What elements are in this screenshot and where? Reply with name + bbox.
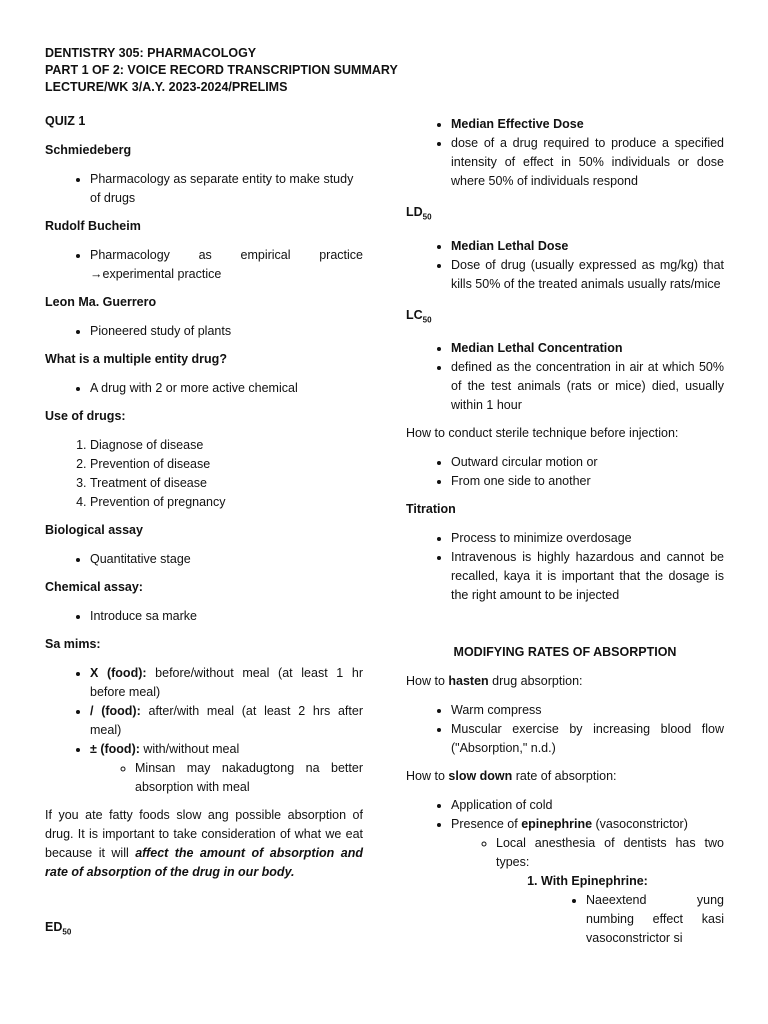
titration-heading: Titration xyxy=(406,502,456,516)
titration-list xyxy=(406,529,724,605)
chemical-assay-list xyxy=(45,607,363,626)
modifying-rates-heading: MODIFYING RATES OF ABSORPTION xyxy=(453,645,677,659)
multiple-entity-heading: What is a multiple entity drug? xyxy=(45,352,227,366)
ed50-list xyxy=(406,115,724,191)
list-item: • X (food): before/without meal (at least 1 hr before meal) xyxy=(90,664,363,702)
header-lecture: LECTURE/WK 3/A.Y. 2023-2024/PRELIMS xyxy=(45,80,288,94)
list-item: • dose of a drug required to produce a specified intensity of effect in 50% individuals or dose where 50% of individuals respond xyxy=(451,134,724,191)
schmiedeberg-heading: Schmiedeberg xyxy=(45,143,132,157)
ed50-heading: $ED_{50}$ xyxy=(45,920,72,937)
lc50-heading: $LC_{50}$ xyxy=(406,307,432,324)
list-item: • A drug with 2 or more active chemical xyxy=(90,379,363,398)
epinephrine-sublist xyxy=(541,891,724,948)
list-item: • Median Effective Dose xyxy=(451,115,724,134)
anesthesia-sublist xyxy=(451,834,724,948)
anesthesia-types-list xyxy=(496,872,724,948)
arrow-right-icon: → xyxy=(90,267,103,281)
list-item: • Muscular exercise by increasing blood flow ("Absorption," n.d.) xyxy=(451,720,724,758)
left-column xyxy=(45,112,363,952)
guerrero-heading: Leon Ma. Guerrero xyxy=(45,295,157,309)
slow-down-heading: How to slow down rate of absorption: xyxy=(406,769,617,783)
list-item: • / (food): after/with meal (at least 2 hrs after meal) xyxy=(90,702,363,740)
schmiedeberg-list xyxy=(45,170,363,208)
bucheim-list xyxy=(45,246,363,284)
list-item: • Warm compress xyxy=(451,701,724,720)
slow-down-list xyxy=(406,796,724,948)
list-item: 2. Prevention of disease xyxy=(90,455,363,474)
bucheim-heading: Rudolf Bucheim xyxy=(45,219,141,233)
mims-sublist xyxy=(90,759,363,797)
right-column xyxy=(406,115,724,957)
list-item: • Naeextend yung numbing effect kasi vasoconstrictor si xyxy=(586,891,724,948)
quiz-heading: QUIZ 1 xyxy=(45,114,86,128)
document-header xyxy=(45,45,398,96)
sterile-technique-heading: How to conduct sterile technique before injection: xyxy=(406,426,679,440)
list-item: • Process to minimize overdosage xyxy=(451,529,724,548)
list-item: • Intravenous is highly hazardous and cannot be recalled, kaya it is important that the dosage is the right amount to be injected xyxy=(451,548,724,605)
list-item: • Presence of epinephrine (vasoconstrictor) ◦ Local anesthesia of dentists has two types: 1. With Epinephrine: • Naeextend yung numbing effect kasi vasoconstrictor si xyxy=(451,815,724,948)
use-of-drugs-heading: Use of drugs: xyxy=(45,409,126,423)
list-item: • From one side to another xyxy=(451,472,724,491)
list-item: • Pharmacology as empirical practice →experimental practice xyxy=(90,246,363,284)
list-item: • Dose of drug (usually expressed as mg/kg) that kills 50% of the treated animals usually rats/mice xyxy=(451,256,724,294)
lc50-list xyxy=(406,339,724,415)
fatty-foods-paragraph: If you ate fatty foods slow ang possible absorption of drug. It is important to take consideration of what we eat because it will affect the amount of absorption and rate of absorption of the drug in our body. xyxy=(45,808,363,879)
ld50-heading: $LD_{50}$ xyxy=(406,205,432,222)
list-item: • defined as the concentration in air at which 50% of the test animals (rats or mice) died, usually within 1 hour xyxy=(451,358,724,415)
ld50-list xyxy=(406,237,724,294)
header-part: PART 1 OF 2: VOICE RECORD TRANSCRIPTION SUMMARY xyxy=(45,63,398,77)
list-item: 1. With Epinephrine: • Naeextend yung numbing effect kasi vasoconstrictor si xyxy=(541,872,724,948)
list-item: • Application of cold xyxy=(451,796,724,815)
biological-assay-heading: Biological assay xyxy=(45,523,143,537)
list-item: ◦ Minsan may nakadugtong na better absorption with meal xyxy=(135,759,363,797)
list-item: • ± (food): with/without meal ◦ Minsan may nakadugtong na better absorption with meal xyxy=(90,740,363,797)
list-item: 4. Prevention of pregnancy xyxy=(90,493,363,512)
mims-list xyxy=(45,664,363,797)
guerrero-list xyxy=(45,322,363,341)
list-item: • Quantitative stage xyxy=(90,550,363,569)
multiple-entity-list xyxy=(45,379,363,398)
list-item: • Introduce sa marke xyxy=(90,607,363,626)
hasten-heading: How to hasten drug absorption: xyxy=(406,674,583,688)
chemical-assay-heading: Chemical assay: xyxy=(45,580,143,594)
list-item: • Median Lethal Concentration xyxy=(451,339,724,358)
list-item: 1. Diagnose of disease xyxy=(90,436,363,455)
list-item: • Outward circular motion or xyxy=(451,453,724,472)
list-item: • Pioneered study of plants xyxy=(90,322,363,341)
sterile-technique-list xyxy=(406,453,724,491)
biological-assay-list xyxy=(45,550,363,569)
list-item: • Median Lethal Dose xyxy=(451,237,724,256)
list-item: ◦ Local anesthesia of dentists has two types: 1. With Epinephrine: • Naeextend yung numbing effect kasi vasoconstrictor si xyxy=(496,834,724,948)
list-item: 3. Treatment of disease xyxy=(90,474,363,493)
list-item: • Pharmacology as separate entity to make study of drugs xyxy=(90,170,363,208)
header-course: DENTISTRY 305: PHARMACOLOGY xyxy=(45,46,257,60)
use-of-drugs-list xyxy=(45,436,363,512)
hasten-list xyxy=(406,701,724,758)
mims-heading: Sa mims: xyxy=(45,637,101,651)
